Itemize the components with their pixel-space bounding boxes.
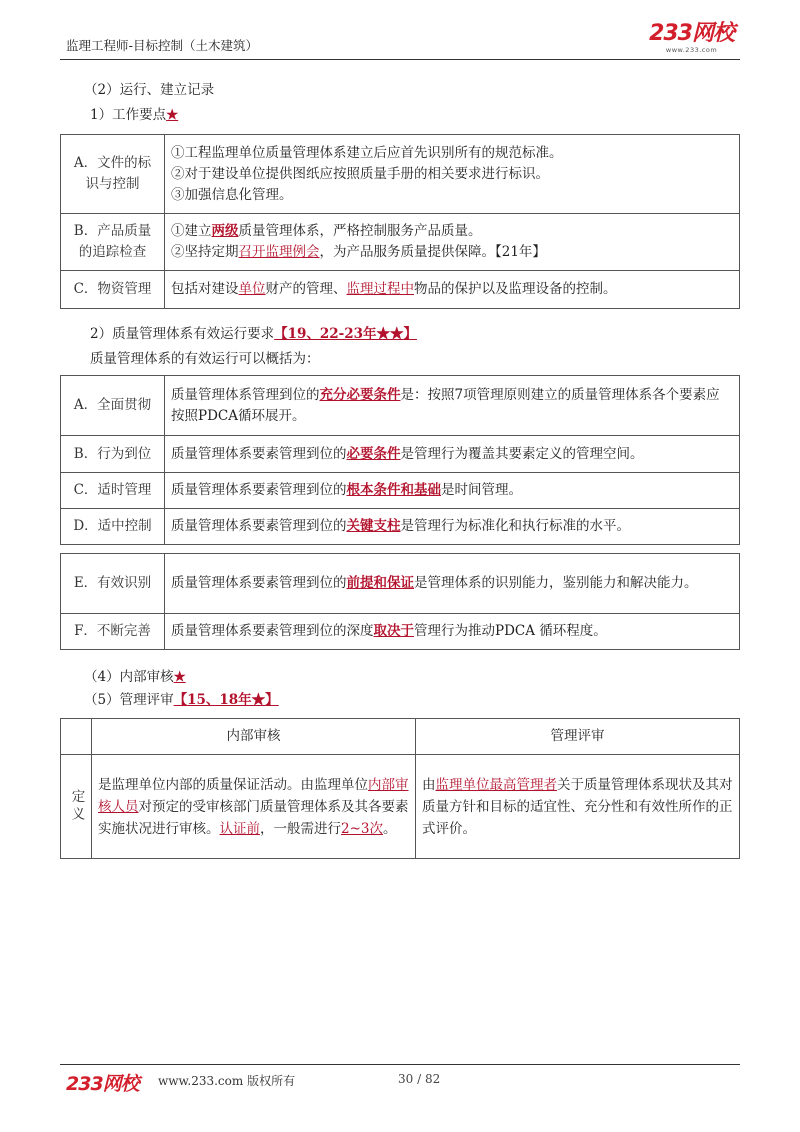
table-row	[61, 554, 740, 614]
management-review-definition: 由监理单位最高管理者关于质量管理体系现状及其对质量方针和目标的适宜性、充分性和有效性所作的正式评价。	[416, 755, 740, 859]
highlight-term: 充分必要条件	[319, 386, 401, 403]
empty-corner-cell	[61, 719, 92, 755]
table-header-row	[61, 719, 740, 755]
highlight-term: 必要条件	[346, 445, 401, 462]
document-title: 监理工程师-目标控制（土木建筑）	[66, 38, 259, 53]
star-icon: ★	[166, 107, 179, 123]
subheading-description: 质量管理体系的有效运行可以概括为：	[90, 351, 320, 367]
audit-review-comparison-table	[60, 718, 740, 859]
row-label: A．文件的标 识与控制	[61, 135, 165, 214]
row-content: 质量管理体系管理到位的充分必要条件是：按照7项管理原则建立的质量管理体系各个要素应按照PDCA循环展开。	[165, 376, 740, 436]
table-row	[61, 755, 740, 859]
row-label: E．有效识别	[61, 554, 165, 614]
row-label: C．物资管理	[61, 271, 165, 309]
page-header	[60, 21, 740, 60]
highlight-term: 2~3次	[341, 820, 383, 837]
star-icon: ★	[173, 669, 186, 685]
exam-year-tag: 【19、22-23年★★】	[274, 326, 418, 342]
brand-logo	[649, 22, 734, 54]
section-heading-4: （4）内部审核★	[84, 669, 186, 685]
footer-logo: 233网校	[66, 1073, 139, 1095]
row-content: 质量管理体系要素管理到位的深度取决于管理行为推动PDCA 循环程度。	[165, 614, 740, 650]
list-item: ①建立两级质量管理体系，严格控制服务产品质量。	[171, 223, 482, 239]
list-item: ①工程监理单位质量管理体系建立后应首先识别所有的规范标准。	[171, 144, 563, 161]
row-content: 质量管理体系要素管理到位的前提和保证是管理体系的识别能力，鉴别能力和解决能力。	[165, 554, 740, 614]
page-number: 30 / 82	[398, 1072, 441, 1086]
highlight-term: 监理过程中	[346, 281, 414, 297]
effective-operation-table-continued	[60, 553, 740, 650]
highlight-term: 关键支柱	[346, 518, 401, 534]
row-label: A．全面贯彻	[61, 376, 165, 436]
row-content	[165, 214, 740, 271]
table-row	[61, 509, 740, 545]
column-header-management-review: 管理评审	[416, 719, 740, 755]
highlight-term: 监理单位最高管理者	[435, 776, 557, 793]
column-header-internal-audit: 内部审核	[92, 719, 416, 755]
subheading-text: 1）工作要点	[90, 107, 167, 123]
row-content: 质量管理体系要素管理到位的根本条件和基础是时间管理。	[165, 473, 740, 509]
row-content: 质量管理体系要素管理到位的必要条件是管理行为覆盖其要素定义的管理空间。	[165, 436, 740, 473]
highlight-term: 两级	[211, 223, 239, 239]
highlight-term: 前提和保证	[346, 575, 414, 591]
section-heading-2: （2）运行、建立记录	[84, 82, 215, 98]
table-row	[61, 436, 740, 473]
row-label: 定义	[61, 755, 92, 859]
internal-audit-definition: 是监理单位内部的质量保证活动。由监理单位内部审核人员对预定的受审核部门质量管理体系及其各要素实施状况进行审核。认证前，一般需进行2~3次。	[92, 755, 416, 859]
highlight-term: 取决于	[373, 623, 414, 639]
footer-copyright: www.233.com 版权所有	[158, 1074, 296, 1088]
row-label: D．适中控制	[61, 509, 165, 545]
subheading-work-points	[90, 103, 178, 123]
highlight-term: 内部审核人员	[98, 776, 409, 815]
list-item: ②坚持定期召开监理例会，为产品服务质量提供保障。【21年】	[171, 244, 546, 260]
row-content: 包括对建设单位财产的管理、监理过程中物品的保护以及监理设备的控制。	[165, 271, 740, 309]
row-label: B．行为到位	[61, 436, 165, 473]
row-label: B．产品质量 的追踪检查	[61, 214, 165, 271]
section-heading-5: （5）管理评审【15、18年★】	[84, 692, 279, 708]
exam-year-tag: 【15、18年★】	[173, 692, 279, 708]
logo-url: www.233.com	[665, 46, 718, 54]
row-label: C．适时管理	[61, 473, 165, 509]
subheading-effective-operation: 2）质量管理体系有效运行要求【19、22-23年★★】	[90, 326, 418, 342]
logo-brand: 233网校	[649, 21, 734, 46]
row-content	[165, 135, 740, 214]
table-row	[61, 135, 740, 214]
row-label: F．不断完善	[61, 614, 165, 650]
table-row	[61, 473, 740, 509]
highlight-term: 根本条件和基础	[346, 482, 441, 498]
work-points-table	[60, 134, 740, 309]
effective-operation-table	[60, 375, 740, 545]
table-row	[61, 271, 740, 309]
table-row	[61, 614, 740, 650]
highlight-term: 单位	[238, 281, 266, 297]
list-item: ②对于建设单位提供图纸应按照质量手册的相关要求进行标识。	[171, 165, 549, 182]
highlight-term: 召开监理例会	[238, 244, 320, 260]
table-row	[61, 376, 740, 436]
page-footer	[60, 1064, 740, 1094]
list-item: ③加强信息化管理。	[171, 186, 293, 203]
table-row	[61, 214, 740, 271]
highlight-term: 认证前	[219, 820, 260, 837]
row-content: 质量管理体系要素管理到位的关键支柱是管理行为标准化和执行标准的水平。	[165, 509, 740, 545]
